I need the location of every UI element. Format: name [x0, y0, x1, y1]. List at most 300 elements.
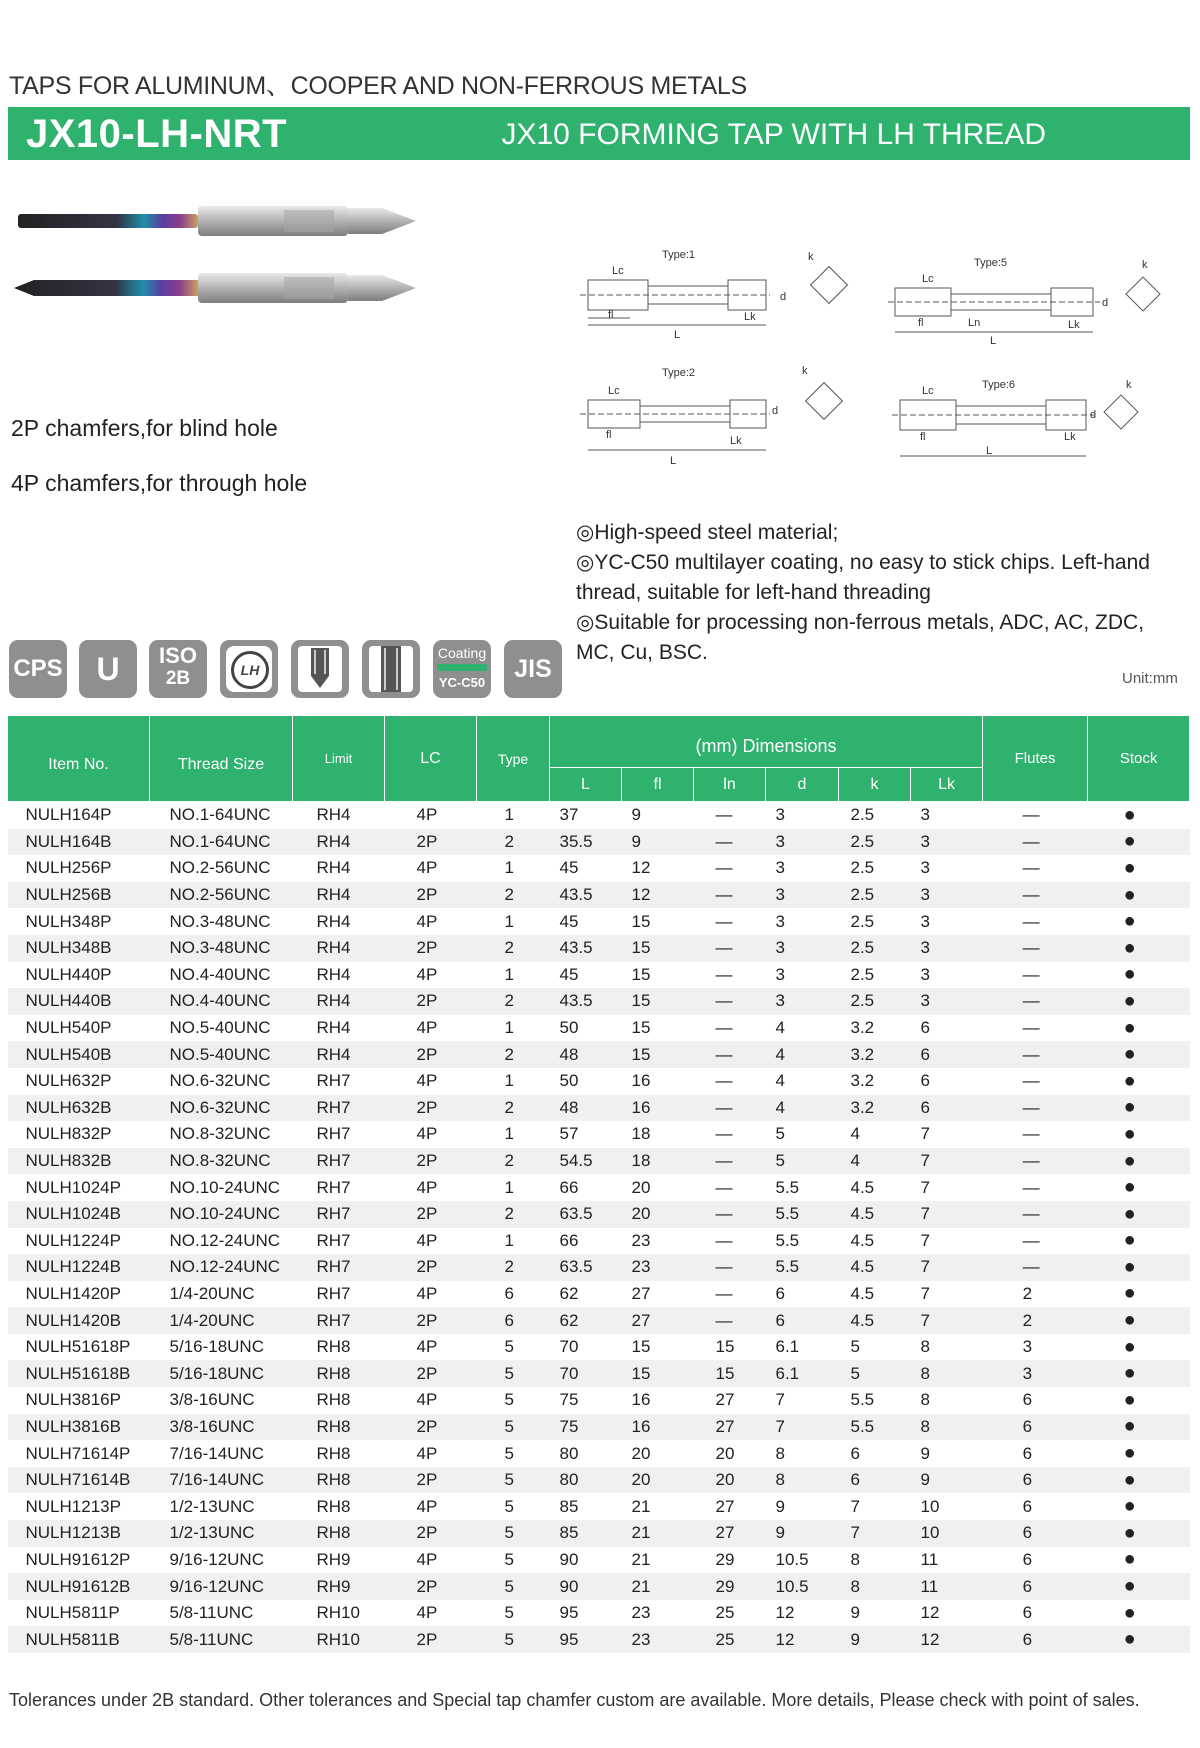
- cell-type: 2: [477, 1148, 550, 1175]
- cell-stock: ●: [1088, 1360, 1190, 1387]
- cell-thread-size: NO.6-32UNC: [150, 1095, 293, 1122]
- cell-l: 75: [559, 1390, 579, 1410]
- cell-d: 3: [766, 882, 839, 909]
- cell-ln: —: [715, 1018, 733, 1038]
- cell-limit: RH7: [293, 1307, 385, 1334]
- header-l: L: [550, 768, 622, 802]
- cell-type: 2: [477, 1201, 550, 1228]
- cell-limit: RH7: [316, 1230, 351, 1250]
- cell-thread-size: 5/16-18UNC: [169, 1337, 264, 1357]
- cell-thread-size: NO.8-32UNC: [169, 1124, 271, 1144]
- header-k: k: [839, 768, 911, 802]
- feature-item: ◎High-speed steel material;: [576, 521, 839, 544]
- cell-lc: 2P: [385, 1467, 477, 1494]
- cell-type: 2: [477, 829, 550, 856]
- cell-fl: 20: [631, 1443, 651, 1463]
- cell-thread-size: NO.2-56UNC: [169, 858, 271, 878]
- cell-d: 3: [766, 988, 839, 1015]
- cell-stock: ●: [1123, 910, 1136, 933]
- cell-item-no: NULH256B: [8, 882, 150, 909]
- cell-fl: 9: [622, 829, 694, 856]
- cell-ln: —: [694, 935, 766, 962]
- cell-l: 80: [559, 1443, 579, 1463]
- cell-lk: 7: [920, 1177, 930, 1197]
- cell-type: 2: [477, 935, 550, 962]
- cell-lc: 2P: [385, 1095, 477, 1122]
- cell-item-no: NULH256P: [25, 858, 112, 878]
- cell-lc: 2P: [385, 1148, 477, 1175]
- table-row: [8, 1068, 1190, 1095]
- label-lk: Lk: [1064, 431, 1076, 443]
- label-lc: Lc: [922, 273, 934, 285]
- cell-flutes: 2: [983, 1307, 1088, 1334]
- cell-fl: 9: [631, 805, 641, 825]
- cell-l: 80: [550, 1467, 622, 1494]
- cell-l: 43.5: [550, 882, 622, 909]
- cell-fl: 15: [622, 935, 694, 962]
- cell-k: 9: [839, 1626, 911, 1653]
- cell-lc: 2P: [385, 882, 477, 909]
- cell-stock: ●: [1088, 829, 1190, 856]
- header-item-no: Item No.: [8, 716, 150, 802]
- cell-type: 5: [477, 1520, 550, 1547]
- cell-ln: —: [694, 988, 766, 1015]
- cell-flutes: —: [983, 1041, 1088, 1068]
- cell-thread-size: NO.12-24UNC: [169, 1230, 281, 1250]
- label-l: L: [986, 445, 993, 457]
- cell-ln: —: [694, 1041, 766, 1068]
- cell-d: 3: [766, 829, 839, 856]
- cell-flutes: 6: [983, 1626, 1088, 1653]
- cell-item-no: NULH1024B: [8, 1201, 150, 1228]
- cell-thread-size: NO.8-32UNC: [150, 1148, 293, 1175]
- cell-flutes: —: [983, 1254, 1088, 1281]
- cell-stock: ●: [1123, 1282, 1136, 1305]
- coating-label: Coating: [437, 645, 487, 661]
- cell-limit: RH7: [316, 1071, 351, 1091]
- cell-l: 48: [550, 1041, 622, 1068]
- cell-thread-size: 1/2-13UNC: [169, 1496, 255, 1516]
- cell-item-no: NULH1420B: [8, 1307, 150, 1334]
- cell-type: 1: [504, 964, 514, 984]
- cell-fl: 18: [622, 1148, 694, 1175]
- cell-k: 4.5: [850, 1283, 875, 1303]
- cell-ln: —: [715, 1071, 733, 1091]
- cell-d: 5.5: [775, 1177, 800, 1197]
- cell-fl: 15: [631, 1337, 651, 1357]
- cell-d: 10.5: [775, 1549, 809, 1569]
- cell-stock: ●: [1123, 1016, 1136, 1039]
- cell-ln: —: [694, 1201, 766, 1228]
- cell-lk: 3: [920, 858, 930, 878]
- cell-d: 5: [775, 1124, 785, 1144]
- cell-flutes: 6: [1022, 1496, 1033, 1516]
- table-row: [8, 1228, 1190, 1255]
- cell-fl: 15: [631, 911, 651, 931]
- cell-lk: 6: [920, 1018, 930, 1038]
- cell-limit: RH4: [293, 988, 385, 1015]
- cell-fl: 12: [622, 882, 694, 909]
- table-row: [8, 962, 1190, 989]
- cell-ln: —: [694, 1307, 766, 1334]
- cell-d: 9: [766, 1520, 839, 1547]
- cell-type: 5: [504, 1603, 514, 1623]
- cell-l: 90: [550, 1573, 622, 1600]
- cell-l: 66: [559, 1230, 579, 1250]
- cell-lc: 4P: [416, 1549, 438, 1569]
- cell-flutes: —: [983, 829, 1088, 856]
- cell-item-no: NULH632B: [8, 1095, 150, 1122]
- cell-ln: —: [715, 911, 733, 931]
- cell-thread-size: 9/16-12UNC: [169, 1549, 264, 1569]
- cell-k: 2.5: [850, 911, 875, 931]
- cell-lc: 4P: [416, 805, 438, 825]
- cell-d: 5.5: [775, 1230, 800, 1250]
- cell-type: 2: [477, 988, 550, 1015]
- cell-item-no: NULH5811P: [25, 1603, 120, 1623]
- table-row: [8, 1520, 1190, 1547]
- cell-lc: 2P: [385, 1626, 477, 1653]
- label-d: d: [780, 291, 787, 303]
- cell-k: 5.5: [839, 1414, 911, 1441]
- cell-stock: ●: [1123, 1495, 1136, 1518]
- cell-item-no: NULH3816P: [25, 1390, 121, 1410]
- cell-k: 4.5: [839, 1254, 911, 1281]
- cell-lk: 3: [920, 911, 930, 931]
- cell-l: 54.5: [550, 1148, 622, 1175]
- cell-type: 5: [477, 1360, 550, 1387]
- cell-ln: —: [715, 858, 733, 878]
- cell-flutes: 6: [1022, 1443, 1033, 1463]
- cell-fl: 18: [631, 1124, 651, 1144]
- cell-k: 6: [839, 1467, 911, 1494]
- cell-lc: 4P: [416, 1177, 438, 1197]
- cell-lc: 4P: [416, 1443, 438, 1463]
- cell-l: 45: [559, 964, 579, 984]
- table-row: [8, 1281, 1190, 1308]
- cell-k: 3.2: [850, 1018, 875, 1038]
- cell-lk: 7: [911, 1201, 983, 1228]
- cell-k: 5: [839, 1360, 911, 1387]
- cell-lk: 3: [911, 935, 983, 962]
- cell-fl: 23: [622, 1626, 694, 1653]
- cell-flutes: —: [1022, 964, 1040, 984]
- cell-l: 70: [559, 1337, 579, 1357]
- tap-image-2p: [14, 198, 429, 244]
- cell-k: 2.5: [839, 935, 911, 962]
- cell-d: 7: [766, 1414, 839, 1441]
- cell-flutes: 6: [983, 1573, 1088, 1600]
- cell-limit: RH4: [316, 911, 351, 931]
- cell-lc: 2P: [385, 1573, 477, 1600]
- cell-limit: RH8: [293, 1360, 385, 1387]
- table-row: [8, 1307, 1190, 1334]
- cell-l: 43.5: [550, 988, 622, 1015]
- cell-l: 70: [550, 1360, 622, 1387]
- table-row: [8, 1573, 1190, 1600]
- cell-d: 3: [775, 911, 785, 931]
- header-lc: LC: [385, 716, 477, 802]
- cell-lk: 7: [920, 1230, 930, 1250]
- cell-type: 1: [504, 1071, 514, 1091]
- table-row: [8, 1440, 1190, 1467]
- cell-stock: ●: [1123, 1388, 1136, 1411]
- cell-thread-size: NO.5-40UNC: [169, 1018, 271, 1038]
- header-lk: Lk: [911, 768, 983, 802]
- cell-lk: 6: [911, 1041, 983, 1068]
- cell-d: 4: [775, 1071, 785, 1091]
- cell-item-no: NULH51618B: [8, 1360, 150, 1387]
- cell-flutes: —: [983, 882, 1088, 909]
- cell-limit: RH9: [316, 1549, 351, 1569]
- spec-table-body: [8, 802, 1190, 1654]
- label-fl: fl: [918, 317, 924, 329]
- cell-ln: —: [715, 1283, 733, 1303]
- cell-fl: 12: [631, 858, 651, 878]
- cell-ln: —: [694, 882, 766, 909]
- product-name: JX10 FORMING TAP WITH LH THREAD: [501, 118, 1046, 151]
- header-dimensions: (mm) Dimensions: [550, 716, 983, 768]
- label-l: L: [670, 455, 677, 467]
- cell-stock: ●: [1123, 1548, 1136, 1571]
- cell-thread-size: 5/16-18UNC: [150, 1360, 293, 1387]
- cell-thread-size: NO.1-64UNC: [150, 829, 293, 856]
- cell-thread-size: 1/2-13UNC: [150, 1520, 293, 1547]
- cell-d: 12: [766, 1626, 839, 1653]
- diagram-type-2-title: Type:2: [662, 367, 696, 379]
- cell-flutes: 2: [1022, 1283, 1033, 1303]
- cell-ln: —: [694, 1095, 766, 1122]
- cell-thread-size: NO.5-40UNC: [150, 1041, 293, 1068]
- cell-fl: 21: [622, 1573, 694, 1600]
- cell-flutes: —: [983, 1201, 1088, 1228]
- cell-l: 85: [559, 1496, 579, 1516]
- cell-lk: 3: [920, 805, 930, 825]
- table-row: [8, 1467, 1190, 1494]
- cell-lk: 8: [911, 1414, 983, 1441]
- cell-limit: RH8: [316, 1496, 351, 1516]
- cell-flutes: —: [1022, 911, 1040, 931]
- iso-label: ISO: [159, 643, 197, 668]
- cell-item-no: NULH5811B: [8, 1626, 150, 1653]
- cell-fl: 15: [622, 988, 694, 1015]
- coating-icon: [433, 640, 491, 698]
- diagram-type-6-title: Type:6: [982, 379, 1016, 391]
- cell-thread-size: 5/8-11UNC: [169, 1603, 254, 1623]
- cell-flutes: —: [1022, 1177, 1040, 1197]
- cell-type: 2: [477, 1041, 550, 1068]
- table-row: [8, 1015, 1190, 1042]
- cell-lk: 11: [911, 1573, 983, 1600]
- table-row: [8, 1174, 1190, 1201]
- cell-l: 50: [559, 1071, 579, 1091]
- cell-thread-size: 3/8-16UNC: [150, 1414, 293, 1441]
- cell-type: 2: [477, 1095, 550, 1122]
- label-d: d: [772, 405, 779, 417]
- header-limit: Limit: [293, 716, 385, 802]
- u-icon: U: [79, 640, 137, 698]
- cell-flutes: —: [1022, 858, 1040, 878]
- cell-lc: 4P: [416, 1337, 438, 1357]
- cell-flutes: 6: [1022, 1603, 1033, 1623]
- cell-lk: 10: [911, 1520, 983, 1547]
- cell-flutes: 6: [983, 1414, 1088, 1441]
- tap-image-4p: [14, 265, 429, 311]
- cell-limit: RH4: [293, 882, 385, 909]
- cell-item-no: NULH540B: [8, 1041, 150, 1068]
- cell-l: 45: [559, 911, 579, 931]
- spec-table: [7, 715, 1190, 1653]
- cell-stock: ●: [1088, 1414, 1190, 1441]
- cell-l: 35.5: [550, 829, 622, 856]
- cell-thread-size: 7/16-14UNC: [169, 1443, 264, 1463]
- cell-type: 1: [504, 1230, 514, 1250]
- label-lk: Lk: [1068, 319, 1080, 331]
- table-row: [8, 1254, 1190, 1281]
- cell-ln: —: [715, 1124, 733, 1144]
- cell-limit: RH9: [293, 1573, 385, 1600]
- cell-flutes: —: [1022, 805, 1040, 825]
- cell-item-no: NULH1420P: [25, 1283, 121, 1303]
- cell-d: 5.5: [766, 1254, 839, 1281]
- cell-lk: 3: [911, 988, 983, 1015]
- label-fl: fl: [606, 429, 612, 441]
- cell-thread-size: 3/8-16UNC: [169, 1390, 255, 1410]
- cell-lk: 6: [911, 1095, 983, 1122]
- cell-l: 45: [559, 858, 579, 878]
- jis-icon: JIS: [504, 640, 562, 698]
- table-row: [8, 1626, 1190, 1653]
- cell-d: 3: [775, 858, 785, 878]
- cell-ln: —: [694, 829, 766, 856]
- cell-flutes: —: [983, 1148, 1088, 1175]
- table-row: [8, 1387, 1190, 1414]
- table-row: [8, 1095, 1190, 1122]
- cell-lk: 3: [911, 829, 983, 856]
- cell-thread-size: NO.10-24UNC: [150, 1201, 293, 1228]
- cell-thread-size: NO.4-40UNC: [150, 988, 293, 1015]
- cell-stock: ●: [1123, 1442, 1136, 1465]
- cell-thread-size: NO.4-40UNC: [169, 964, 271, 984]
- cell-type: 5: [477, 1626, 550, 1653]
- cell-d: 6.1: [766, 1360, 839, 1387]
- cell-k: 9: [850, 1603, 860, 1623]
- cell-fl: 16: [631, 1071, 651, 1091]
- cell-item-no: NULH1024P: [25, 1177, 121, 1197]
- cell-thread-size: NO.10-24UNC: [169, 1177, 281, 1197]
- label-lk: Lk: [730, 435, 742, 447]
- cell-limit: RH10: [316, 1603, 360, 1623]
- cell-k: 8: [850, 1549, 860, 1569]
- cell-stock: ●: [1088, 1041, 1190, 1068]
- cell-limit: RH7: [293, 1201, 385, 1228]
- cell-fl: 23: [622, 1254, 694, 1281]
- cell-limit: RH8: [316, 1337, 351, 1357]
- cell-k: 4: [850, 1124, 860, 1144]
- table-row: [8, 829, 1190, 856]
- cell-d: 4: [766, 1095, 839, 1122]
- cell-stock: ●: [1088, 1307, 1190, 1334]
- header-type: Type: [477, 716, 550, 802]
- cell-limit: RH8: [293, 1520, 385, 1547]
- table-row: [8, 802, 1190, 829]
- cell-fl: 15: [631, 1018, 651, 1038]
- cell-lc: 4P: [416, 858, 438, 878]
- label-d: d: [1102, 297, 1109, 309]
- cell-ln: 29: [694, 1573, 766, 1600]
- cell-item-no: NULH832P: [25, 1124, 112, 1144]
- category-title: TAPS FOR ALUMINUM、COOPER AND NON-FERROUS METALS: [9, 72, 747, 100]
- cell-ln: 20: [694, 1467, 766, 1494]
- cell-fl: 15: [622, 1360, 694, 1387]
- cell-stock: ●: [1123, 1229, 1136, 1252]
- cell-flutes: —: [1022, 1124, 1040, 1144]
- cell-type: 6: [504, 1283, 514, 1303]
- cell-k: 3.2: [850, 1071, 875, 1091]
- cell-fl: 20: [631, 1177, 651, 1197]
- cell-lc: 2P: [385, 1254, 477, 1281]
- cell-type: 5: [504, 1337, 514, 1357]
- cell-l: 43.5: [550, 935, 622, 962]
- cell-k: 7: [839, 1520, 911, 1547]
- cell-lc: 4P: [416, 1603, 438, 1623]
- header-d: d: [766, 768, 839, 802]
- feature-list: [576, 518, 1176, 668]
- cell-k: 4.5: [850, 1177, 875, 1197]
- cell-type: 6: [477, 1307, 550, 1334]
- cell-stock: ●: [1123, 856, 1136, 879]
- cell-ln: —: [694, 1254, 766, 1281]
- cell-item-no: NULH71614P: [25, 1443, 131, 1463]
- cell-k: 2.5: [839, 988, 911, 1015]
- cell-d: 5.5: [766, 1201, 839, 1228]
- cell-limit: RH7: [316, 1283, 351, 1303]
- cell-fl: 20: [622, 1467, 694, 1494]
- cell-ln: 27: [715, 1496, 735, 1516]
- label-lc: Lc: [608, 385, 620, 397]
- cell-type: 5: [504, 1443, 514, 1463]
- cell-fl: 16: [622, 1095, 694, 1122]
- table-row: [8, 1334, 1190, 1361]
- cell-flutes: —: [983, 935, 1088, 962]
- cell-type: 5: [477, 1467, 550, 1494]
- cell-l: 37: [559, 805, 579, 825]
- cell-flutes: —: [1022, 1230, 1040, 1250]
- cell-limit: RH7: [316, 1177, 351, 1197]
- cell-k: 4.5: [839, 1307, 911, 1334]
- cell-k: 2.5: [850, 805, 875, 825]
- table-row: [8, 1201, 1190, 1228]
- cell-item-no: NULH71614B: [8, 1467, 150, 1494]
- table-row: [8, 1600, 1190, 1627]
- cell-ln: 27: [715, 1390, 735, 1410]
- cell-lk: 3: [911, 882, 983, 909]
- label-k: k: [1126, 379, 1132, 391]
- cell-type: 2: [477, 1254, 550, 1281]
- table-row: [8, 1493, 1190, 1520]
- cell-fl: 21: [631, 1496, 651, 1516]
- cell-l: 90: [559, 1549, 579, 1569]
- lh-thread-icon: [220, 640, 278, 698]
- cell-item-no: NULH91612B: [8, 1573, 150, 1600]
- cell-flutes: —: [1022, 1018, 1040, 1038]
- cell-type: 5: [504, 1390, 514, 1410]
- header-thread-size: Thread Size: [150, 716, 293, 802]
- cell-ln: —: [715, 964, 733, 984]
- cell-lk: 7: [920, 1283, 930, 1303]
- cell-item-no: NULH348B: [8, 935, 150, 962]
- cell-fl: 15: [631, 964, 651, 984]
